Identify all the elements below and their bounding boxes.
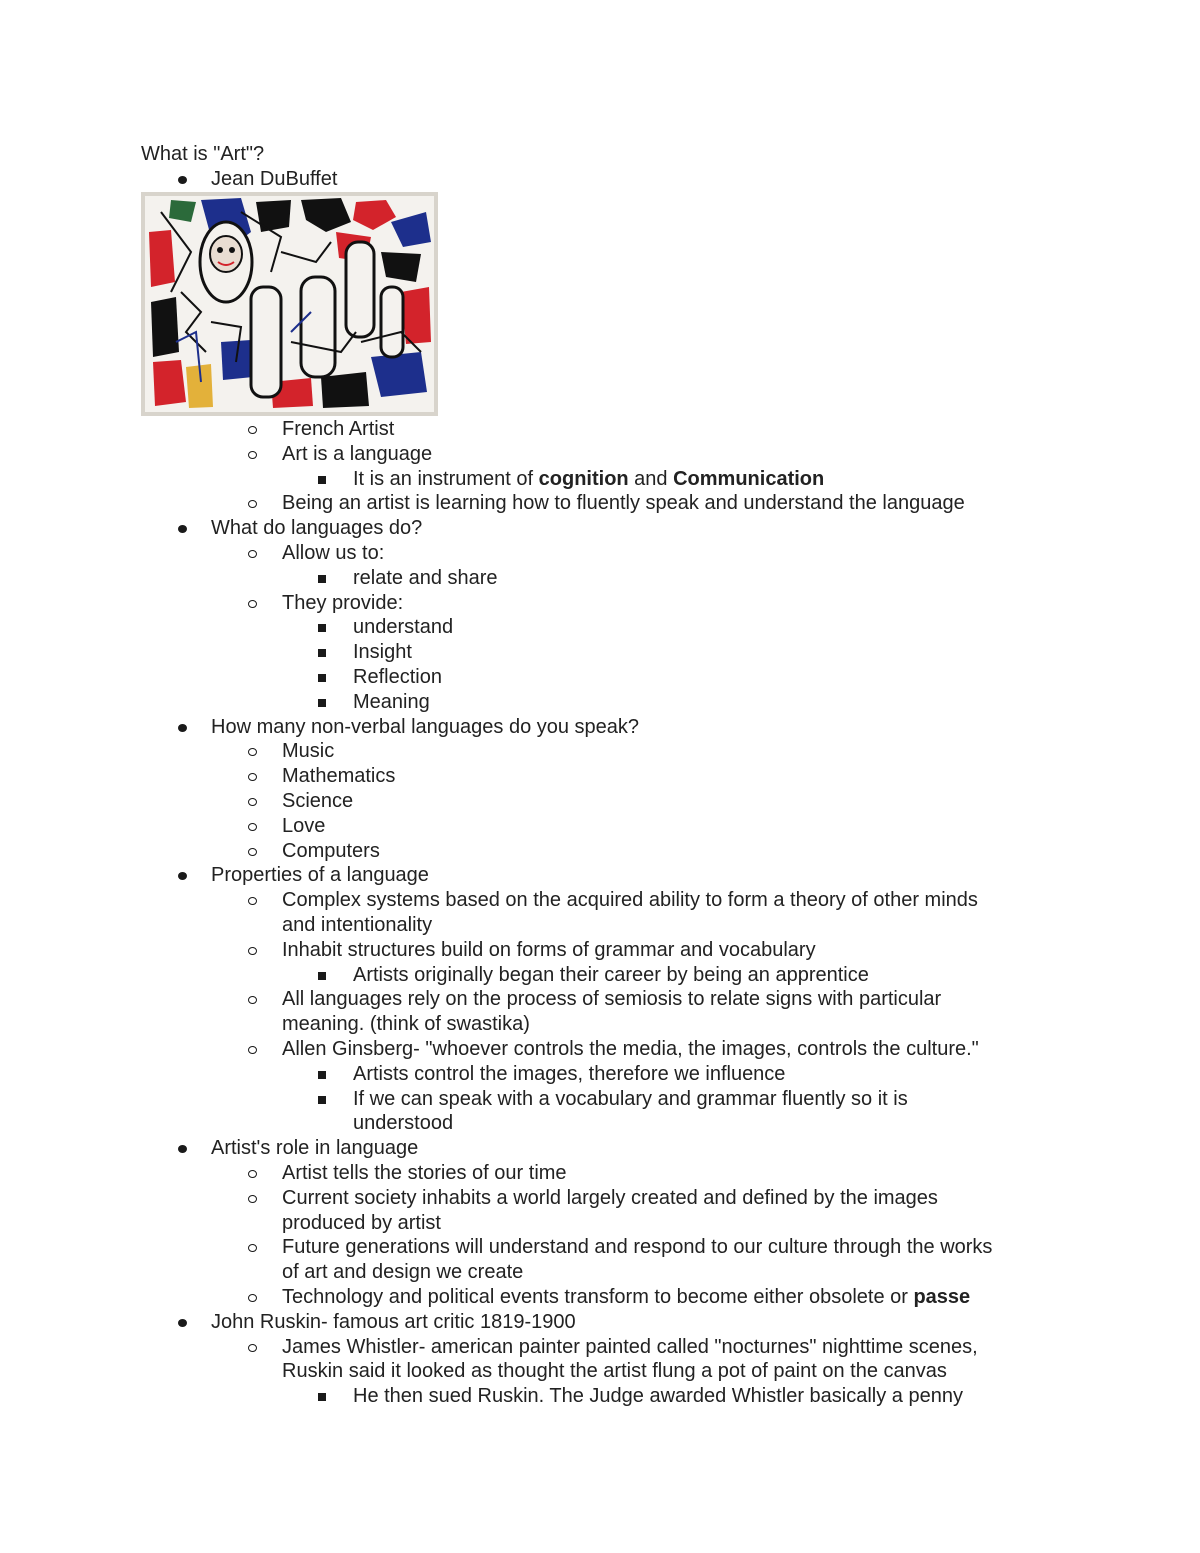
circle-bullet-icon	[248, 1046, 257, 1054]
text-segment: Artist tells the stories of our time	[282, 1162, 567, 1184]
outline-item-text	[282, 591, 403, 615]
outline-item-text	[353, 690, 430, 714]
text-segment: Being an artist is learning how to fluently speak and understand the language	[282, 492, 965, 515]
text-segment: Computers	[282, 839, 380, 862]
emphasized-text: cognition	[538, 467, 629, 490]
text-segment: James Whistler- american painter painted called "nocturnes" nighttime scenes,	[282, 1335, 978, 1358]
text-segment: He then sued Ruskin. The Judge awarded Whistler basically a penny	[353, 1385, 963, 1408]
outline-item-text	[353, 467, 824, 491]
disc-bullet-icon	[178, 872, 187, 880]
text-segment: Ruskin said it looked as thought the artist flung a pot of paint on the canvas	[282, 1360, 947, 1383]
disc-bullet-icon	[178, 525, 187, 533]
dubuffet-painting-image	[141, 192, 438, 416]
text-segment: John Ruskin- famous art critic 1819-1900	[211, 1310, 576, 1333]
outline-item-text	[282, 839, 380, 863]
text-segment: Allow us to:	[282, 542, 385, 564]
circle-bullet-icon	[248, 897, 257, 905]
outline-item-text	[282, 1211, 441, 1235]
text-segment: Complex systems based on the acquired ability to form a theory of other minds	[282, 889, 978, 912]
outline-item-text	[282, 913, 432, 937]
text-segment: Current society inhabits a world largely created and defined by the images	[282, 1186, 938, 1209]
text-segment: Artists control the images, therefore we influence	[353, 1062, 786, 1085]
disc-bullet-icon	[178, 1145, 187, 1153]
text-segment: understand	[353, 616, 454, 639]
outline-item-text	[282, 938, 816, 962]
text-segment: All languages rely on the process of semiosis to relate signs with particular	[282, 988, 942, 1011]
outline-item-text	[353, 566, 498, 590]
circle-bullet-icon	[248, 748, 257, 756]
outline-item-text	[282, 1235, 992, 1259]
outline-item-text	[353, 963, 869, 987]
outline-item-text	[353, 640, 412, 664]
circle-bullet-icon	[248, 1344, 257, 1352]
outline-item-text	[282, 764, 395, 788]
outline-item-text	[282, 789, 353, 813]
outline-item-text	[353, 615, 453, 639]
circle-bullet-icon	[248, 600, 257, 608]
outline-item-text	[353, 1111, 453, 1135]
outline-item-text	[282, 987, 941, 1011]
circle-bullet-icon	[248, 500, 257, 508]
text-segment: of art and design we create	[282, 1261, 524, 1284]
circle-bullet-icon	[248, 1294, 257, 1302]
outline-item-text	[282, 1359, 947, 1383]
circle-bullet-icon	[248, 848, 257, 856]
text-segment: It is an instrument of	[353, 467, 539, 490]
outline-item-text	[353, 1062, 785, 1086]
outline-item-text	[282, 1335, 978, 1359]
text-segment: Future generations will understand and respond to our culture through the works	[282, 1236, 993, 1259]
outline-item-text	[211, 516, 422, 540]
circle-bullet-icon	[248, 550, 257, 558]
text-segment: Science	[282, 790, 354, 812]
disc-bullet-icon	[178, 724, 187, 732]
text-segment: Art is a language	[282, 442, 433, 465]
text-segment: Reflection	[353, 666, 442, 688]
text-segment: What do languages do?	[211, 517, 423, 540]
circle-bullet-icon	[248, 451, 257, 459]
text-segment: If we can speak with a vocabulary and grammar fluently so it is	[353, 1087, 908, 1110]
circle-bullet-icon	[248, 773, 257, 781]
text-segment: understood	[353, 1112, 454, 1135]
text-segment: Love	[282, 814, 326, 837]
outline-item-text	[282, 442, 432, 466]
text-segment: Allen Ginsberg- "whoever controls the media, the images, controls the culture."	[282, 1038, 979, 1060]
text-segment: relate and share	[353, 566, 498, 589]
square-bullet-icon	[318, 476, 326, 484]
outline-item-text	[282, 1037, 979, 1061]
emphasized-text: Communication	[673, 467, 825, 490]
circle-bullet-icon	[248, 996, 257, 1004]
disc-bullet-icon	[178, 1319, 187, 1327]
outline-item-text	[282, 417, 394, 441]
outline-item-text	[282, 541, 384, 565]
circle-bullet-icon	[248, 823, 257, 831]
square-bullet-icon	[318, 649, 326, 657]
text-segment: They provide:	[282, 591, 404, 614]
square-bullet-icon	[318, 1071, 326, 1079]
outline-item-text	[282, 888, 978, 912]
text-segment: Artists originally began their career by being an apprentice	[353, 963, 869, 986]
outline-item-text	[282, 1260, 523, 1284]
square-bullet-icon	[318, 674, 326, 682]
outline-item-text	[282, 1285, 970, 1309]
outline-item-text	[282, 1186, 938, 1210]
text-segment: French Artist	[282, 418, 395, 440]
square-bullet-icon	[318, 699, 326, 707]
text-segment: How many non-verbal languages do you speak?	[211, 715, 640, 738]
text-segment: and intentionality	[282, 914, 433, 936]
text-segment: Mathematics	[282, 765, 396, 788]
outline-item-text	[211, 863, 429, 887]
outline-item-text	[211, 167, 337, 191]
outline-item-text	[211, 715, 639, 739]
text-segment: Meaning	[353, 690, 430, 713]
emphasized-text: passe	[913, 1286, 971, 1308]
text-segment: Jean DuBuffet	[211, 168, 338, 190]
text-segment: Music	[282, 740, 335, 763]
circle-bullet-icon	[248, 798, 257, 806]
disc-bullet-icon	[178, 176, 187, 184]
text-segment: Artist's role in language	[211, 1137, 419, 1160]
square-bullet-icon	[318, 575, 326, 583]
outline-item-text	[282, 1012, 530, 1036]
circle-bullet-icon	[248, 1244, 257, 1252]
circle-bullet-icon	[248, 1195, 257, 1203]
outline-item-text	[211, 1136, 418, 1160]
circle-bullet-icon	[248, 947, 257, 955]
outline-item-text	[353, 1384, 963, 1408]
square-bullet-icon	[318, 1096, 326, 1104]
text-segment: and	[628, 467, 674, 490]
outline-item-text	[211, 1310, 576, 1334]
outline-item-text	[282, 491, 965, 515]
circle-bullet-icon	[248, 426, 257, 434]
text-segment: Insight	[353, 641, 412, 664]
square-bullet-icon	[318, 972, 326, 980]
circle-bullet-icon	[248, 1170, 257, 1178]
outline-item-text	[282, 814, 325, 838]
text-segment: Technology and political events transform to become either obsolete or	[282, 1286, 914, 1308]
outline-item-text	[282, 739, 334, 763]
outline-item-text	[282, 1161, 567, 1185]
document-title: What is "Art"?	[141, 143, 265, 165]
outline-item-text	[353, 665, 442, 689]
text-segment: Properties of a language	[211, 864, 429, 887]
square-bullet-icon	[318, 1393, 326, 1401]
text-segment: Inhabit structures build on forms of grammar and vocabulary	[282, 938, 816, 961]
text-segment: meaning. (think of swastika)	[282, 1013, 530, 1036]
square-bullet-icon	[318, 624, 326, 632]
text-segment: produced by artist	[282, 1211, 441, 1234]
outline-item-text	[353, 1087, 908, 1111]
